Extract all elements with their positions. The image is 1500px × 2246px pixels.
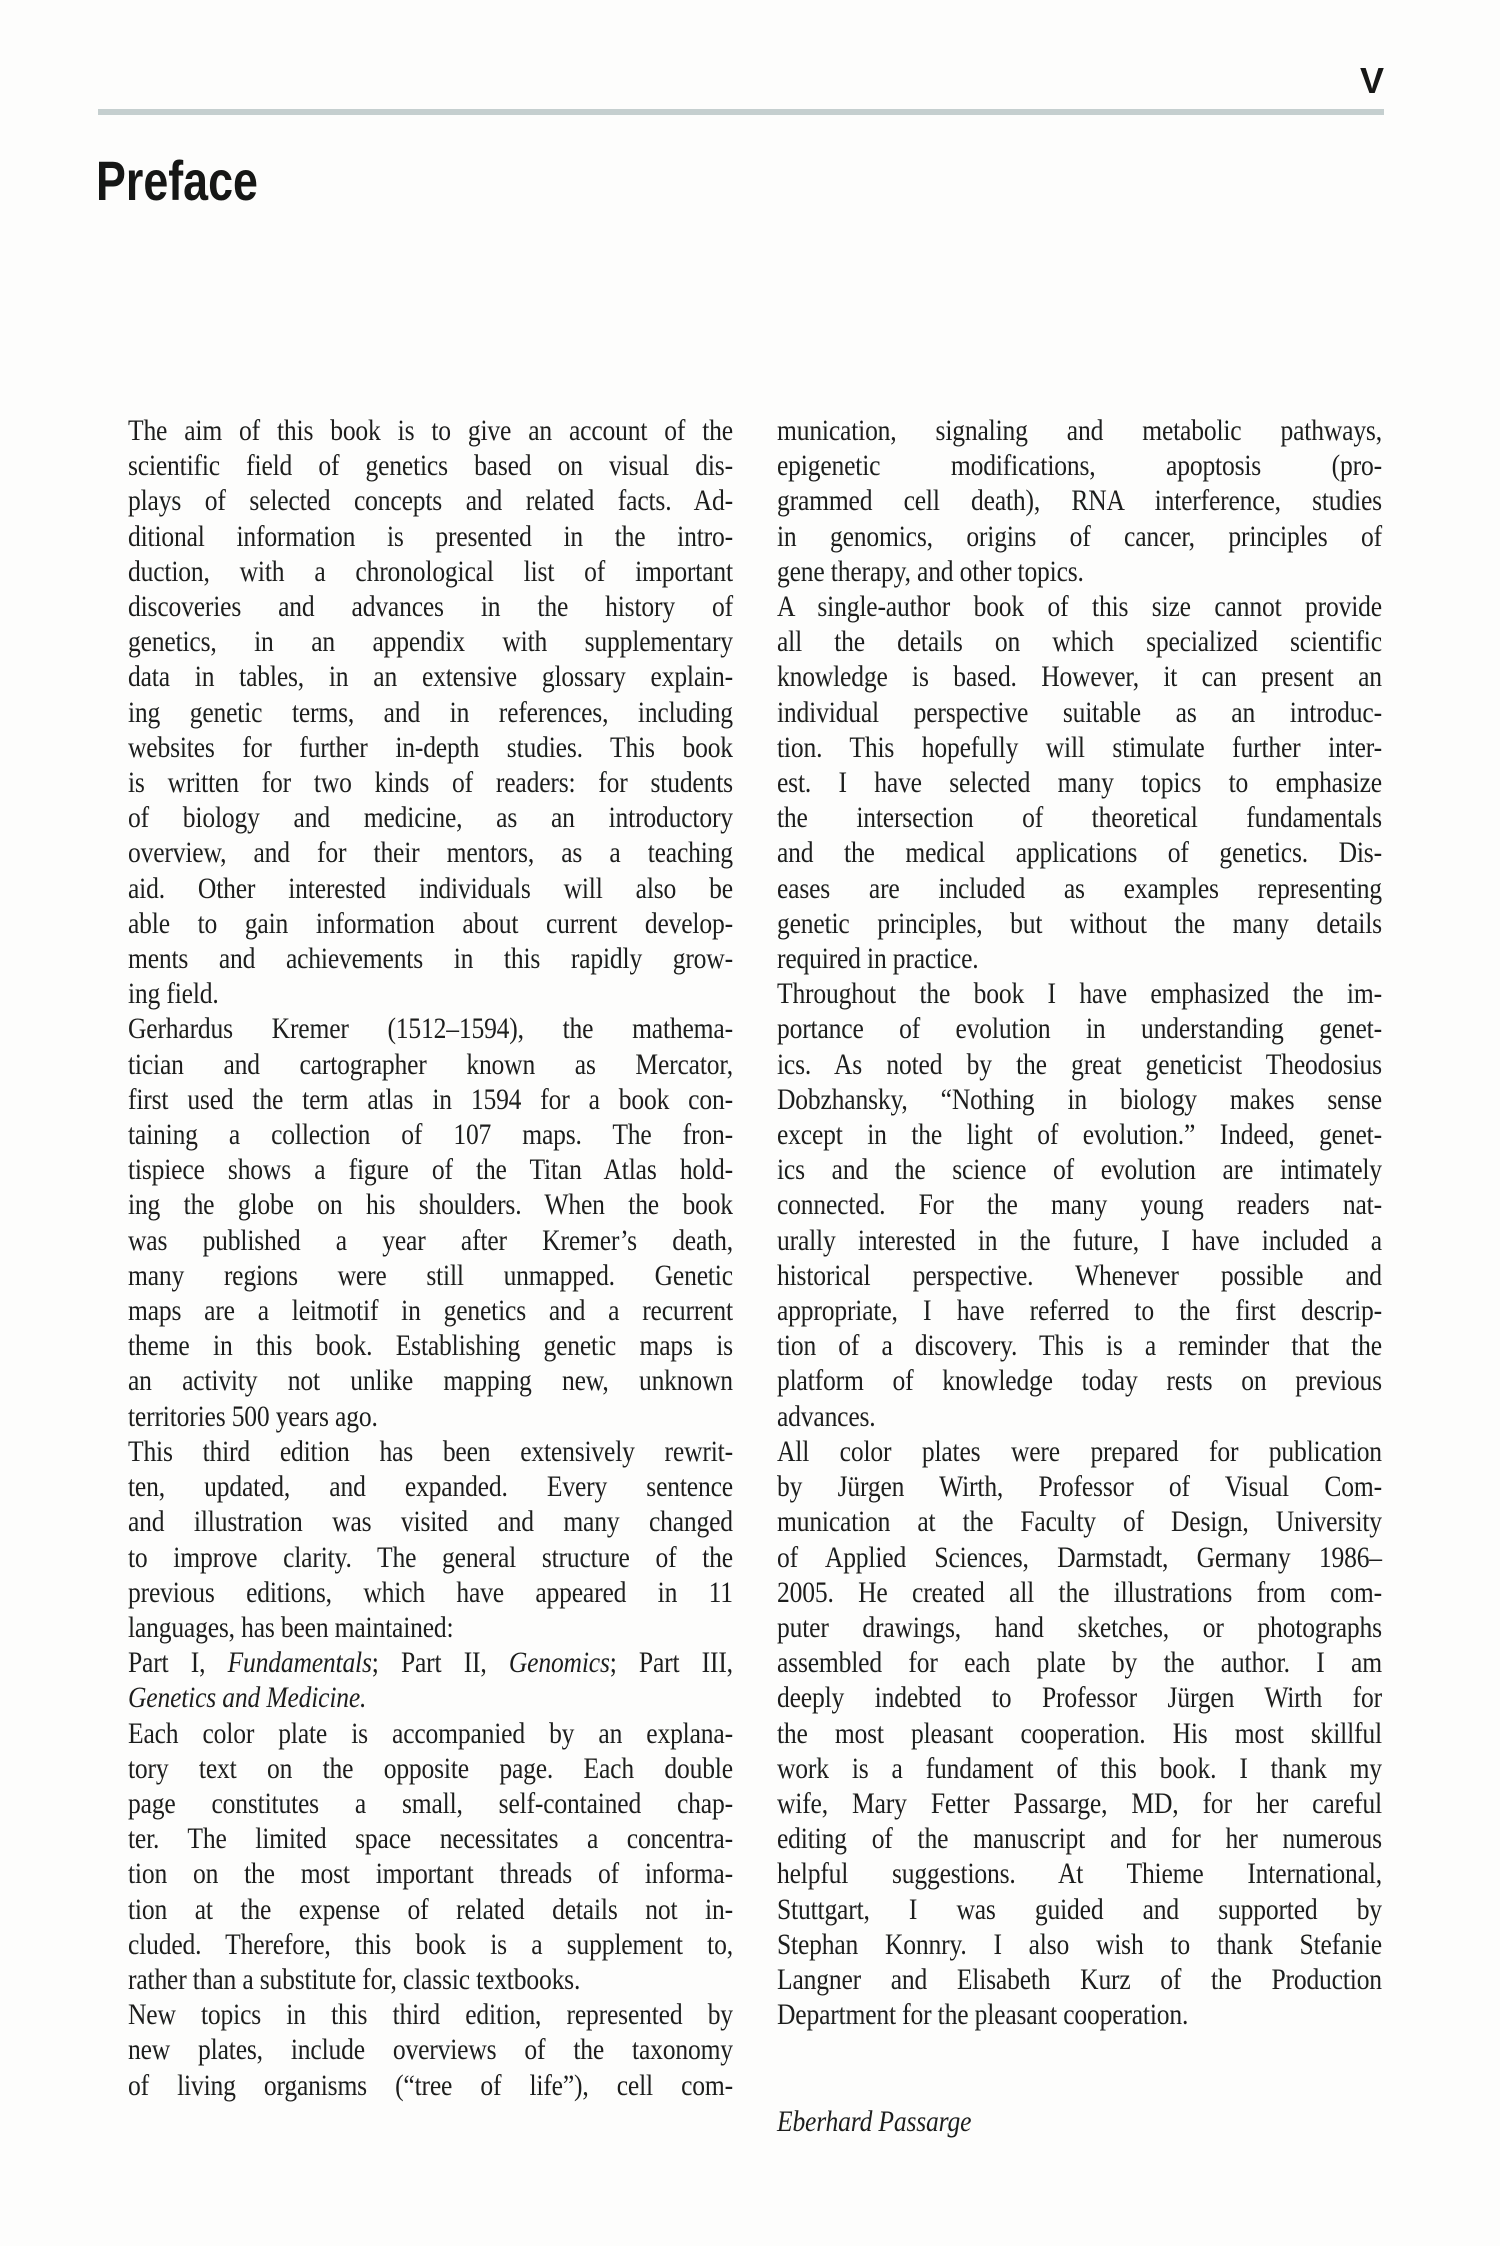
text-line: [777, 1927, 1382, 1962]
text-line: [777, 1363, 1382, 1398]
text-segment: epigenetic modifications, apoptosis (pro-: [777, 449, 1382, 483]
text-segment: previous editions, which have appeared in 11: [128, 1575, 733, 1609]
text-line: [128, 1293, 733, 1328]
header-rule: [98, 109, 1384, 115]
text-line: [777, 835, 1382, 870]
text-line: [777, 1434, 1382, 1469]
text-segment: tion at the expense of related details not in-: [128, 1892, 733, 1926]
italic-text: Genomics: [508, 1646, 610, 1680]
text-line: [128, 519, 733, 554]
text-segment: overview, and for their mentors, as a teaching: [128, 836, 733, 870]
text-segment: maps are a leitmotif in genetics and a recurrent: [128, 1294, 733, 1328]
text-line: [128, 976, 733, 1011]
text-line: [128, 624, 733, 659]
text-line: [128, 1363, 733, 1398]
text-line: [777, 1011, 1382, 1046]
text-line: [128, 413, 733, 448]
text-line: [777, 765, 1382, 800]
text-segment: first used the term atlas in 1594 for a book con-: [128, 1082, 733, 1116]
text-segment: ing the globe on his shoulders. When the book: [128, 1188, 733, 1222]
text-line: [777, 1047, 1382, 1082]
text-line: [777, 1821, 1382, 1856]
text-segment: portance of evolution in understanding genet-: [777, 1012, 1382, 1046]
text-line: [128, 1152, 733, 1187]
paragraph-lines-right: [777, 413, 1382, 2032]
text-line: [128, 483, 733, 518]
text-segment: assembled for each plate by the author. I am: [777, 1646, 1382, 1680]
text-segment: languages, has been maintained:: [128, 1610, 454, 1644]
text-segment: grammed cell death), RNA interference, studies: [777, 484, 1382, 518]
text-segment: except in the light of evolution.” Indeed, genet-: [777, 1118, 1382, 1152]
text-segment: Stephan Konnry. I also wish to thank Stefanie: [777, 1927, 1382, 1961]
text-line: [777, 659, 1382, 694]
text-line: [128, 1856, 733, 1891]
text-segment: ter. The limited space necessitates a concentra-: [128, 1822, 733, 1856]
text-line: [777, 1258, 1382, 1293]
text-segment: helpful suggestions. At Thieme International,: [777, 1857, 1382, 1891]
text-segment: of living organisms (“tree of life”), cell com-: [128, 2068, 733, 2102]
text-segment: is written for two kinds of readers: for students: [128, 766, 733, 800]
text-line: [777, 624, 1382, 659]
text-line: [777, 730, 1382, 765]
text-line: [777, 941, 1382, 976]
text-line: [777, 519, 1382, 554]
text-line: [128, 1997, 733, 2032]
text-segment: ten, updated, and expanded. Every sentence: [128, 1470, 733, 1504]
text-line: [128, 1575, 733, 1610]
text-segment: duction, with a chronological list of important: [128, 554, 733, 588]
text-line: [128, 765, 733, 800]
text-segment: Department for the pleasant cooperation.: [777, 1998, 1189, 2032]
text-segment: ics and the science of evolution are intimately: [777, 1153, 1382, 1187]
text-segment: connected. For the many young readers nat-: [777, 1188, 1382, 1222]
text-segment: ments and achievements in this rapidly grow-: [128, 942, 733, 976]
text-line: [128, 1223, 733, 1258]
text-segment: page constitutes a small, self-contained chap-: [128, 1786, 733, 1820]
text-segment: ics. As noted by the great geneticist Theodosius: [777, 1047, 1382, 1081]
italic-text: Genetics and Medicine.: [128, 1681, 367, 1715]
text-segment: genetics, in an appendix with supplementary: [128, 625, 733, 659]
text-line: [777, 1293, 1382, 1328]
text-segment: Langner and Elisabeth Kurz of the Production: [777, 1962, 1382, 1996]
text-segment: ing field.: [128, 977, 219, 1011]
text-segment: tion of a discovery. This is a reminder that the: [777, 1329, 1382, 1363]
text-segment: munication at the Faculty of Design, University: [777, 1505, 1382, 1539]
text-line: [128, 448, 733, 483]
text-line: [128, 695, 733, 730]
author-signature: Eberhard Passarge: [777, 2105, 972, 2139]
text-line: [128, 800, 733, 835]
text-segment: New topics in this third edition, represented by: [128, 1998, 733, 2032]
text-line: [128, 1962, 733, 1997]
text-line: [128, 1540, 733, 1575]
text-line: [128, 1434, 733, 1469]
text-line: [128, 1187, 733, 1222]
text-segment: scientific field of genetics based on visual dis-: [128, 449, 733, 483]
text-line: [128, 659, 733, 694]
text-segment: individual perspective suitable as an introduc-: [777, 695, 1382, 729]
text-segment: an activity not unlike mapping new, unknown: [128, 1364, 733, 1398]
page-title: Preface: [96, 149, 258, 212]
text-segment: est. I have selected many topics to emphasize: [777, 766, 1382, 800]
text-line: [128, 871, 733, 906]
text-line: [128, 554, 733, 589]
text-line: [128, 906, 733, 941]
text-line: [777, 1716, 1382, 1751]
text-line: [128, 941, 733, 976]
text-segment: tory text on the opposite page. Each double: [128, 1751, 733, 1785]
text-line: [777, 1223, 1382, 1258]
text-segment: work is a fundament of this book. I thank my: [777, 1751, 1382, 1785]
text-segment: of biology and medicine, as an introductory: [128, 801, 733, 835]
text-segment: websites for further in-depth studies. This book: [128, 730, 733, 764]
text-line: [128, 1786, 733, 1821]
text-segment: The aim of this book is to give an account of the: [128, 414, 733, 447]
text-line: [777, 413, 1382, 448]
text-line: [777, 1152, 1382, 1187]
text-line: [128, 1504, 733, 1539]
text-segment: editing of the manuscript and for her numerous: [777, 1822, 1382, 1856]
text-segment: wife, Mary Fetter Passarge, MD, for her careful: [777, 1786, 1382, 1820]
text-line: [777, 1856, 1382, 1891]
text-segment: tion on the most important threads of informa-: [128, 1857, 733, 1891]
text-segment: rather than a substitute for, classic textbooks.: [128, 1962, 581, 1996]
text-line: [777, 800, 1382, 835]
text-segment: Throughout the book I have emphasized the im-: [777, 977, 1382, 1011]
text-line: [777, 1328, 1382, 1363]
text-segment: urally interested in the future, I have included a: [777, 1223, 1382, 1257]
text-line: [128, 2032, 733, 2067]
text-line: [777, 554, 1382, 589]
text-line: [777, 1082, 1382, 1117]
text-line: [777, 1892, 1382, 1927]
text-line: [777, 1399, 1382, 1434]
text-segment: ; Part II,: [371, 1646, 509, 1680]
text-segment: ditional information is presented in the intro-: [128, 519, 733, 553]
text-segment: puter drawings, hand sketches, or photographs: [777, 1610, 1382, 1644]
text-line: [777, 1751, 1382, 1786]
paragraph-lines-left: [128, 413, 733, 2103]
text-segment: the intersection of theoretical fundamentals: [777, 801, 1382, 835]
text-line: [128, 1927, 733, 1962]
text-segment: tician and cartographer known as Mercator,: [128, 1047, 733, 1081]
text-segment: theme in this book. Establishing genetic maps is: [128, 1329, 733, 1363]
text-segment: advances.: [777, 1399, 876, 1433]
text-segment: tion. This hopefully will stimulate further inter-: [777, 730, 1382, 764]
text-segment: platform of knowledge today rests on previous: [777, 1364, 1382, 1398]
text-line: [777, 1187, 1382, 1222]
text-segment: new plates, include overviews of the taxonomy: [128, 2033, 733, 2067]
text-segment: A single-author book of this size cannot provide: [777, 590, 1382, 624]
text-line: [777, 1997, 1382, 2032]
text-segment: All color plates were prepared for publication: [777, 1434, 1382, 1468]
text-column-right: [777, 413, 1382, 2140]
text-segment: cluded. Therefore, this book is a supplement to,: [128, 1927, 733, 1961]
text-line: [777, 1645, 1382, 1680]
text-segment: tispiece shows a figure of the Titan Atlas hold-: [128, 1153, 733, 1187]
text-line: [128, 730, 733, 765]
text-line: [777, 695, 1382, 730]
text-segment: munication, signaling and metabolic pathways,: [777, 414, 1382, 447]
text-segment: able to gain information about current develop-: [128, 906, 733, 940]
text-segment: plays of selected concepts and related facts. Ad-: [128, 484, 733, 518]
italic-text: Fundamentals: [227, 1646, 372, 1680]
text-line: [128, 1680, 733, 1715]
text-segment: taining a collection of 107 maps. The fron-: [128, 1118, 733, 1152]
text-segment: genetic principles, but without the many details: [777, 906, 1382, 940]
text-line: [777, 1469, 1382, 1504]
text-line: [128, 1011, 733, 1046]
text-segment: all the details on which specialized scientific: [777, 625, 1382, 659]
text-line: [777, 1540, 1382, 1575]
text-segment: in genomics, origins of cancer, principles of: [777, 519, 1382, 553]
text-segment: Stuttgart, I was guided and supported by: [777, 1892, 1382, 1926]
text-line: [777, 1610, 1382, 1645]
text-line: [128, 835, 733, 870]
text-segment: gene therapy, and other topics.: [777, 554, 1084, 588]
text-segment: appropriate, I have referred to the first descrip-: [777, 1294, 1382, 1328]
text-segment: Gerhardus Kremer (1512–1594), the mathema-: [128, 1012, 733, 1046]
text-segment: This third edition has been extensively rewrit-: [128, 1434, 733, 1468]
text-segment: required in practice.: [777, 942, 979, 976]
text-segment: ing genetic terms, and in references, including: [128, 695, 733, 729]
text-line: [128, 589, 733, 624]
text-segment: the most pleasant cooperation. His most skillful: [777, 1716, 1382, 1750]
text-line: [128, 1328, 733, 1363]
text-segment: eases are included as examples representing: [777, 871, 1382, 905]
text-segment: knowledge is based. However, it can present an: [777, 660, 1382, 694]
text-segment: and the medical applications of genetics. Dis-: [777, 836, 1382, 870]
text-segment: Dobzhansky, “Nothing in biology makes sense: [777, 1082, 1382, 1116]
text-line: [777, 1680, 1382, 1715]
text-line: [777, 483, 1382, 518]
text-segment: discoveries and advances in the history of: [128, 590, 733, 624]
text-line: [777, 448, 1382, 483]
text-segment: ; Part III,: [609, 1646, 733, 1680]
text-line: [777, 1504, 1382, 1539]
text-segment: aid. Other interested individuals will also be: [128, 871, 733, 905]
text-segment: historical perspective. Whenever possible and: [777, 1258, 1382, 1292]
text-line: [128, 1892, 733, 1927]
text-segment: and illustration was visited and many changed: [128, 1505, 733, 1539]
text-segment: many regions were still unmapped. Genetic: [128, 1258, 733, 1292]
text-line: [128, 1610, 733, 1645]
text-line: [128, 1821, 733, 1856]
text-segment: Each color plate is accompanied by an explana-: [128, 1716, 733, 1750]
text-segment: 2005. He created all the illustrations from com-: [777, 1575, 1382, 1609]
text-segment: data in tables, in an extensive glossary explain-: [128, 660, 733, 694]
text-segment: Part I,: [128, 1646, 228, 1680]
page-number: V: [1359, 60, 1384, 101]
text-line: [777, 1786, 1382, 1821]
text-segment: of Applied Sciences, Darmstadt, Germany 1986–: [777, 1540, 1382, 1574]
text-line: [128, 1399, 733, 1434]
text-line: [128, 1258, 733, 1293]
text-line: [128, 1645, 733, 1680]
text-segment: deeply indebted to Professor Jürgen Wirth for: [777, 1681, 1382, 1715]
text-segment: territories 500 years ago.: [128, 1399, 378, 1433]
text-line: [128, 1716, 733, 1751]
text-line: [128, 1117, 733, 1152]
text-line: [128, 1082, 733, 1117]
text-line: [128, 1469, 733, 1504]
text-line: [128, 1751, 733, 1786]
text-line: [777, 589, 1382, 624]
text-line: [128, 1047, 733, 1082]
text-line: [777, 1962, 1382, 1997]
text-line: [777, 906, 1382, 941]
text-line: [777, 871, 1382, 906]
text-line: [128, 2068, 733, 2103]
text-line: [777, 1575, 1382, 1610]
text-segment: was published a year after Kremer’s death,: [128, 1223, 733, 1257]
text-segment: by Jürgen Wirth, Professor of Visual Com-: [777, 1470, 1382, 1504]
text-line: [777, 1117, 1382, 1152]
text-segment: to improve clarity. The general structure of the: [128, 1540, 733, 1574]
text-line: [777, 976, 1382, 1011]
text-column-left: [128, 413, 733, 2103]
